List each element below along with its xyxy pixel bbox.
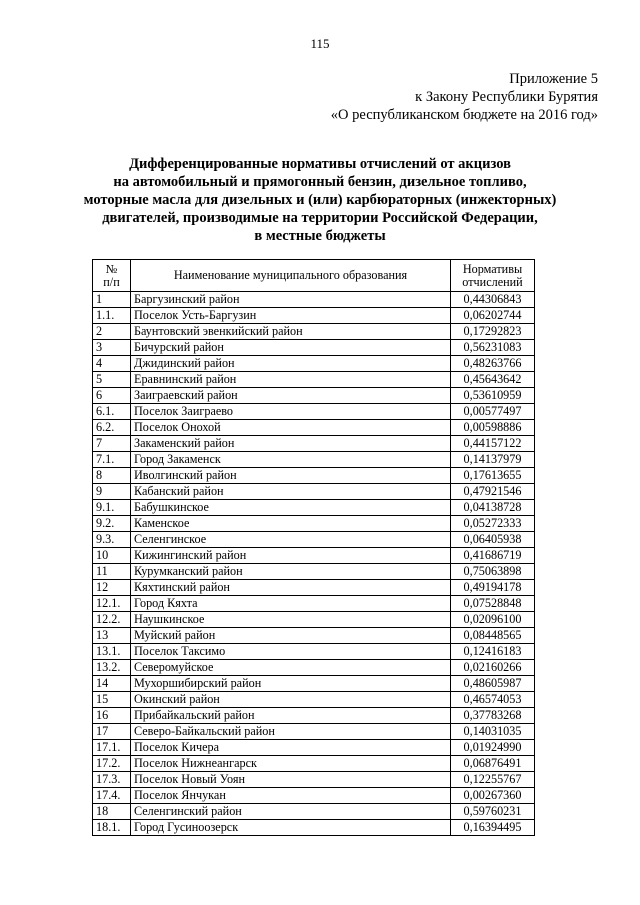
header-value-line-2: отчислений <box>462 274 523 289</box>
row-number: 18 <box>93 804 131 820</box>
row-number: 14 <box>93 676 131 692</box>
row-name: Поселок Янчукан <box>131 788 451 804</box>
row-name: Наушкинское <box>131 612 451 628</box>
row-value: 0,59760231 <box>451 804 535 820</box>
title-line-5: в местные бюджеты <box>254 228 386 244</box>
table-row <box>93 740 535 756</box>
row-number: 7.1. <box>93 452 131 468</box>
row-value: 0,56231083 <box>451 340 535 356</box>
row-value: 0,06876491 <box>451 756 535 772</box>
header-number <box>93 260 131 292</box>
table-row <box>93 516 535 532</box>
table-row <box>93 340 535 356</box>
table-row <box>93 580 535 596</box>
row-value: 0,53610959 <box>451 388 535 404</box>
row-value: 0,00598886 <box>451 420 535 436</box>
row-name: Бичурский район <box>131 340 451 356</box>
row-value: 0,06405938 <box>451 532 535 548</box>
row-number: 17 <box>93 724 131 740</box>
row-value: 0,48605987 <box>451 676 535 692</box>
row-value: 0,17613655 <box>451 468 535 484</box>
row-number: 5 <box>93 372 131 388</box>
table-row <box>93 820 535 836</box>
row-value: 0,75063898 <box>451 564 535 580</box>
row-number: 13.2. <box>93 660 131 676</box>
row-number: 16 <box>93 708 131 724</box>
table-row <box>93 420 535 436</box>
row-name: Окинский район <box>131 692 451 708</box>
header-name: Наименование муниципального образования <box>131 260 451 292</box>
table-row <box>93 404 535 420</box>
row-name: Прибайкальский район <box>131 708 451 724</box>
row-value: 0,07528848 <box>451 596 535 612</box>
table-row <box>93 468 535 484</box>
row-number: 17.3. <box>93 772 131 788</box>
row-name: Кяхтинский район <box>131 580 451 596</box>
row-number: 1 <box>93 292 131 308</box>
row-value: 0,44157122 <box>451 436 535 452</box>
table-row <box>93 788 535 804</box>
row-number: 12.1. <box>93 596 131 612</box>
row-value: 0,14137979 <box>451 452 535 468</box>
row-name: Поселок Заиграево <box>131 404 451 420</box>
table-row <box>93 564 535 580</box>
document-title <box>60 155 580 245</box>
row-number: 13.1. <box>93 644 131 660</box>
row-value: 0,00267360 <box>451 788 535 804</box>
table-row <box>93 548 535 564</box>
row-number: 9.1. <box>93 500 131 516</box>
row-name: Город Закаменск <box>131 452 451 468</box>
row-number: 12.2. <box>93 612 131 628</box>
appendix-line-3: «О республиканском бюджете на 2016 год» <box>330 107 598 123</box>
row-name: Мухоршибирский район <box>131 676 451 692</box>
row-name: Северо-Байкальский район <box>131 724 451 740</box>
row-value: 0,01924990 <box>451 740 535 756</box>
table-row <box>93 756 535 772</box>
row-name: Северомуйское <box>131 660 451 676</box>
row-value: 0,06202744 <box>451 308 535 324</box>
row-name: Селенгинский район <box>131 804 451 820</box>
table-header-row <box>93 260 535 292</box>
row-name: Муйский район <box>131 628 451 644</box>
table-row <box>93 772 535 788</box>
table-row <box>93 596 535 612</box>
row-name: Баргузинский район <box>131 292 451 308</box>
table-row <box>93 660 535 676</box>
appendix-header <box>331 70 598 124</box>
title-line-3: моторные масла для дизельных и (или) карбюраторных (инжекторных) <box>83 192 557 208</box>
table-row <box>93 308 535 324</box>
table-row <box>93 500 535 516</box>
table-row <box>93 436 535 452</box>
header-value-line-1: Нормативы <box>462 261 523 276</box>
row-name: Поселок Усть-Баргузин <box>131 308 451 324</box>
row-number: 13 <box>93 628 131 644</box>
row-number: 17.1. <box>93 740 131 756</box>
row-number: 7 <box>93 436 131 452</box>
row-name: Селенгинское <box>131 532 451 548</box>
table-row <box>93 452 535 468</box>
header-number-line-2: п/п <box>103 274 120 289</box>
row-value: 0,47921546 <box>451 484 535 500</box>
row-value: 0,48263766 <box>451 356 535 372</box>
row-value: 0,05272333 <box>451 516 535 532</box>
row-value: 0,14031035 <box>451 724 535 740</box>
row-number: 3 <box>93 340 131 356</box>
norms-table <box>92 259 535 836</box>
table-row <box>93 356 535 372</box>
row-number: 12 <box>93 580 131 596</box>
row-name: Поселок Кичера <box>131 740 451 756</box>
row-name: Поселок Нижнеангарск <box>131 756 451 772</box>
row-number: 18.1. <box>93 820 131 836</box>
row-value: 0,12416183 <box>451 644 535 660</box>
row-name: Курумканский район <box>131 564 451 580</box>
row-number: 6.2. <box>93 420 131 436</box>
table-row <box>93 372 535 388</box>
row-value: 0,12255767 <box>451 772 535 788</box>
row-value: 0,17292823 <box>451 324 535 340</box>
row-value: 0,02096100 <box>451 612 535 628</box>
table-row <box>93 532 535 548</box>
row-name: Еравнинский район <box>131 372 451 388</box>
row-name: Город Гусиноозерск <box>131 820 451 836</box>
row-value: 0,46574053 <box>451 692 535 708</box>
row-value: 0,16394495 <box>451 820 535 836</box>
header-number-line-1: № <box>105 261 118 276</box>
table-row <box>93 484 535 500</box>
row-value: 0,45643642 <box>451 372 535 388</box>
row-name: Иволгинский район <box>131 468 451 484</box>
table-row <box>93 644 535 660</box>
page-number: 115 <box>310 36 330 51</box>
row-number: 17.4. <box>93 788 131 804</box>
row-name: Кабанский район <box>131 484 451 500</box>
row-name: Джидинский район <box>131 356 451 372</box>
row-value: 0,41686719 <box>451 548 535 564</box>
row-value: 0,44306843 <box>451 292 535 308</box>
row-value: 0,02160266 <box>451 660 535 676</box>
row-number: 9 <box>93 484 131 500</box>
title-line-1: Дифференцированные нормативы отчислений от акцизов <box>129 156 511 172</box>
row-number: 15 <box>93 692 131 708</box>
row-name: Заиграевский район <box>131 388 451 404</box>
table-row <box>93 292 535 308</box>
row-name: Закаменский район <box>131 436 451 452</box>
title-line-4: двигателей, производимые на территории Российской Федерации, <box>102 210 538 226</box>
row-number: 2 <box>93 324 131 340</box>
row-number: 4 <box>93 356 131 372</box>
table-row <box>93 676 535 692</box>
row-value: 0,37783268 <box>451 708 535 724</box>
table-row <box>93 612 535 628</box>
row-value: 0,49194178 <box>451 580 535 596</box>
row-name: Город Кяхта <box>131 596 451 612</box>
row-name: Поселок Новый Уоян <box>131 772 451 788</box>
row-number: 10 <box>93 548 131 564</box>
table-row <box>93 804 535 820</box>
row-number: 6 <box>93 388 131 404</box>
table-row <box>93 628 535 644</box>
row-name: Баунтовский эвенкийский район <box>131 324 451 340</box>
row-name: Бабушкинское <box>131 500 451 516</box>
row-value: 0,00577497 <box>451 404 535 420</box>
row-number: 17.2. <box>93 756 131 772</box>
table-row <box>93 324 535 340</box>
row-name: Поселок Таксимо <box>131 644 451 660</box>
row-number: 9.3. <box>93 532 131 548</box>
row-name: Каменское <box>131 516 451 532</box>
table-row <box>93 724 535 740</box>
row-number: 8 <box>93 468 131 484</box>
table-row <box>93 388 535 404</box>
appendix-line-2: к Закону Республики Бурятия <box>415 89 598 105</box>
row-number: 11 <box>93 564 131 580</box>
row-number: 9.2. <box>93 516 131 532</box>
row-name: Поселок Онохой <box>131 420 451 436</box>
row-number: 6.1. <box>93 404 131 420</box>
table-row <box>93 708 535 724</box>
appendix-line-1: Приложение 5 <box>509 71 598 87</box>
row-number: 1.1. <box>93 308 131 324</box>
table-row <box>93 692 535 708</box>
row-name: Кижингинский район <box>131 548 451 564</box>
header-value <box>451 260 535 292</box>
row-value: 0,08448565 <box>451 628 535 644</box>
table-body <box>93 292 535 836</box>
row-value: 0,04138728 <box>451 500 535 516</box>
title-line-2: на автомобильный и прямогонный бензин, дизельное топливо, <box>113 174 527 190</box>
